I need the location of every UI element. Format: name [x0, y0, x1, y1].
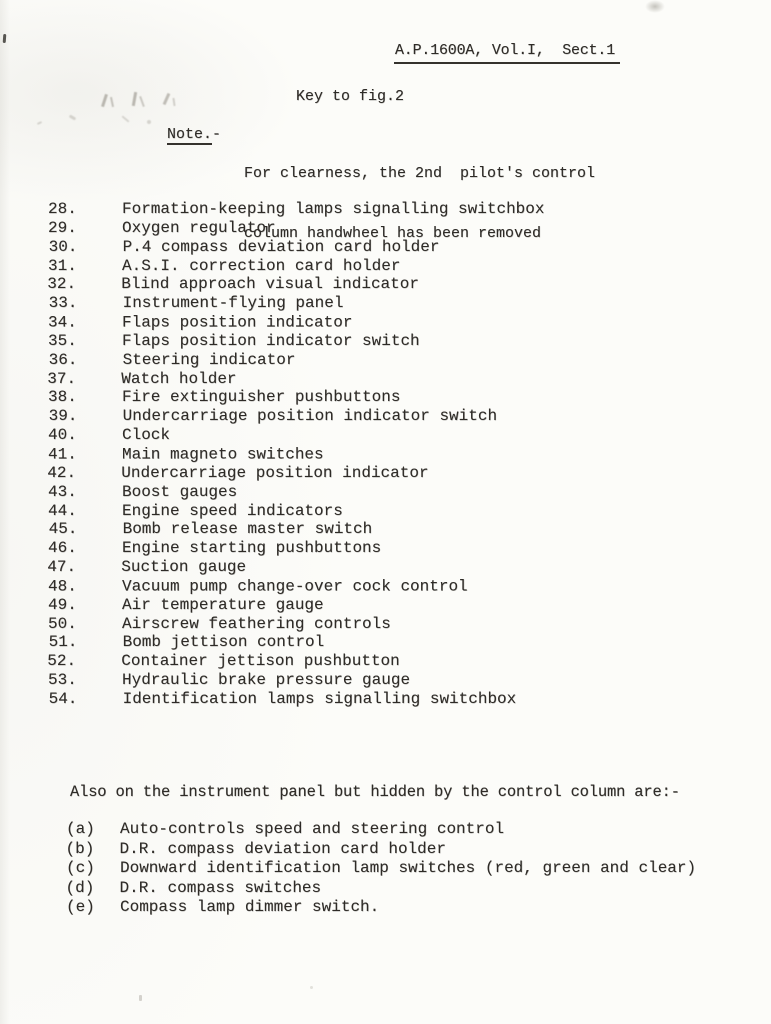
item-number: 41. — [48, 445, 77, 464]
item-text: Flaps position indicator — [122, 313, 353, 332]
item-letter: (d) — [65, 878, 95, 897]
item-number: 52. — [47, 652, 77, 671]
doc-reference: A.P.1600A, Vol.I, Sect.1 — [394, 42, 620, 64]
item-text: Fire extinguisher pushbuttons — [122, 388, 401, 407]
key-list-row — [0, 370, 770, 389]
item-number: 28. — [48, 200, 77, 218]
item-text: Hydraulic brake pressure gauge — [122, 671, 411, 690]
item-text: D.R. compass switches — [119, 878, 322, 897]
item-text: Bomb jettison control — [122, 633, 325, 652]
key-list-row — [0, 652, 770, 671]
hidden-list-row — [0, 859, 771, 879]
item-text: Engine starting pushbuttons — [122, 539, 382, 558]
item-text: Suction gauge — [121, 558, 247, 577]
key-list-row — [0, 388, 771, 407]
key-list-row — [1, 351, 771, 370]
item-text: Compass lamp dimmer switch. — [120, 898, 380, 917]
item-number: 53. — [48, 671, 77, 690]
item-text: Flaps position indicator switch — [122, 331, 420, 350]
item-number: 47. — [47, 558, 77, 577]
item-number: 51. — [48, 633, 78, 652]
key-list-row — [0, 464, 770, 483]
item-number: 37. — [47, 369, 77, 388]
note-line-2: column handwheel has been removed — [244, 225, 542, 242]
item-number: 40. — [48, 426, 77, 445]
item-text: Undercarriage position indicator — [121, 463, 429, 482]
margin-mark — [3, 34, 7, 43]
key-list-row — [0, 483, 771, 502]
note-label — [167, 126, 221, 145]
item-number: 50. — [48, 614, 77, 633]
item-number: 54. — [48, 689, 78, 708]
item-number: 42. — [47, 463, 77, 482]
item-text: Airscrew feathering controls — [122, 614, 391, 633]
paper-speck — [139, 995, 142, 1001]
key-list-row — [0, 671, 771, 690]
key-list-row — [0, 596, 771, 615]
item-text: Air temperature gauge — [122, 595, 324, 614]
note-line-1: For clearness, the 2nd pilot's control — [244, 165, 596, 182]
key-list — [0, 200, 771, 709]
item-number: 39. — [48, 407, 78, 426]
item-text: Watch holder — [121, 369, 237, 388]
item-number: 36. — [48, 350, 78, 369]
key-list-row — [0, 200, 771, 219]
key-list-row — [0, 332, 771, 351]
item-text: D.R. compass deviation card holder — [119, 839, 446, 858]
item-text: Undercarriage position indicator switch — [122, 407, 498, 426]
hidden-list-row — [0, 840, 771, 860]
item-text: Auto-controls speed and steering control — [120, 820, 505, 838]
item-number: 33. — [48, 294, 78, 313]
item-text: Identification lamps signalling switchbox — [122, 689, 517, 708]
key-list-row — [0, 426, 771, 445]
key-list-row — [0, 577, 771, 596]
hidden-list-row — [0, 879, 771, 899]
item-text: Steering indicator — [122, 350, 296, 369]
item-text: A.S.I. correction card holder — [122, 256, 401, 275]
item-text: Oxygen regulator — [122, 218, 276, 237]
item-text: P.4 compass deviation card holder — [122, 237, 440, 256]
note-word: Note. — [167, 126, 213, 143]
item-text: Vacuum pump change-over cock control — [122, 577, 468, 596]
item-text: Blind approach visual indicator — [121, 275, 419, 294]
hidden-list-row — [0, 820, 771, 840]
key-list-row — [0, 219, 771, 238]
item-number: 32. — [47, 275, 77, 294]
item-letter: (b) — [65, 839, 95, 858]
key-list-row — [1, 633, 771, 652]
item-number: 38. — [48, 388, 77, 407]
key-list-row — [0, 313, 771, 332]
item-number: 48. — [48, 577, 77, 596]
key-list-row — [1, 520, 771, 539]
item-number: 43. — [48, 482, 77, 501]
item-text: Clock — [122, 426, 171, 445]
item-number: 45. — [48, 520, 78, 539]
item-letter: (e) — [66, 898, 95, 917]
item-letter: (c) — [66, 859, 95, 878]
pencil-smudge — [25, 90, 190, 142]
key-list-row — [1, 294, 771, 313]
item-text: Downward identification lamp switches (red, green and clear) — [120, 859, 697, 878]
key-list-row — [0, 539, 771, 558]
key-list-row — [1, 238, 771, 257]
hidden-list — [0, 820, 771, 918]
item-text: Boost gauges — [122, 482, 238, 501]
key-list-row — [1, 690, 771, 709]
item-number: 31. — [48, 256, 77, 275]
item-number: 46. — [48, 539, 77, 558]
hidden-section-intro: Also on the instrument panel but hidden by the control column are:- — [70, 783, 680, 801]
item-number: 44. — [48, 501, 77, 520]
doc-title: Key to fig.2 — [296, 88, 405, 105]
item-number: 34. — [48, 313, 77, 332]
key-list-row — [0, 558, 770, 577]
item-number: 49. — [48, 595, 77, 614]
item-text: Instrument-flying panel — [122, 294, 344, 313]
item-text: Bomb release master switch — [122, 520, 373, 539]
key-list-row — [0, 257, 771, 276]
item-number: 35. — [48, 331, 77, 350]
paper-speck — [310, 986, 313, 989]
key-list-row — [0, 445, 771, 464]
key-list-row — [1, 407, 771, 426]
note-dash: - — [212, 126, 222, 143]
corner-smudge — [645, 0, 665, 13]
item-letter: (a) — [66, 820, 95, 838]
item-number: 30. — [48, 237, 78, 256]
item-text: Container jettison pushbutton — [121, 652, 400, 671]
item-number: 29. — [48, 218, 77, 237]
key-list-row — [0, 615, 771, 634]
key-list-row — [0, 275, 770, 294]
key-list-row — [0, 502, 771, 521]
item-text: Formation-keeping lamps signalling switchbox — [122, 200, 545, 218]
item-text: Engine speed indicators — [122, 501, 343, 520]
item-text: Main magneto switches — [122, 445, 324, 464]
hidden-list-row — [0, 898, 771, 918]
